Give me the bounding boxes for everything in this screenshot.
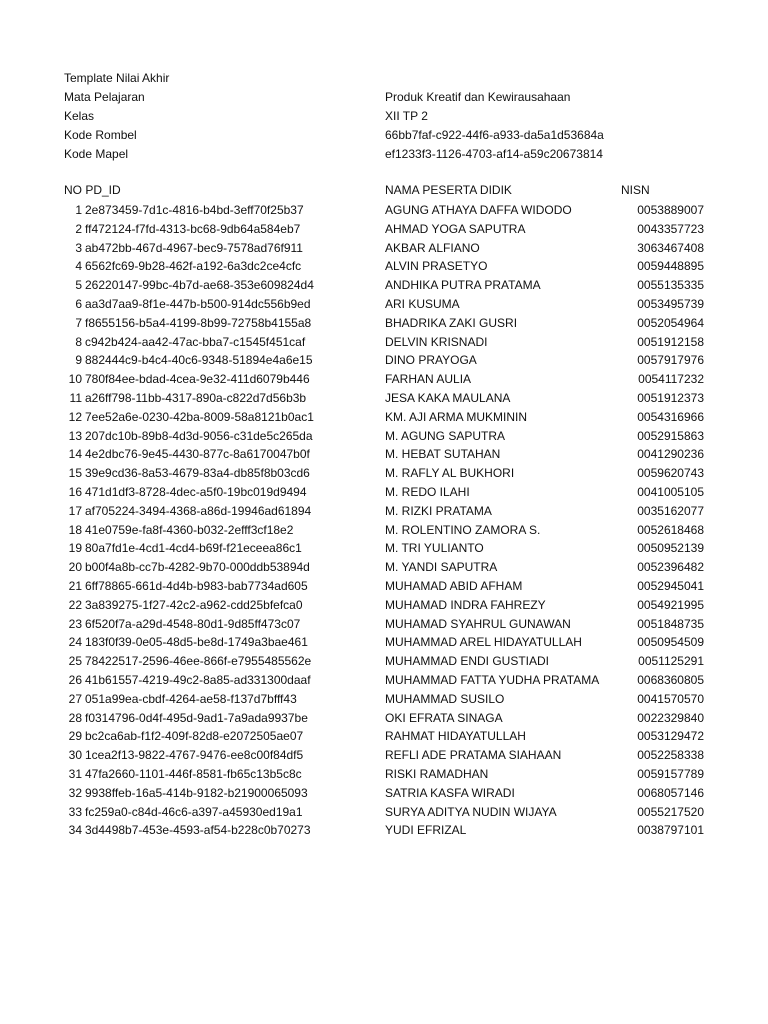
row-number: 15 — [68, 466, 82, 481]
row-number: 23 — [68, 616, 82, 631]
row-student-name: MUHAMMAD AREL HIDAYATULLAH — [385, 635, 582, 650]
row-number: 24 — [68, 635, 82, 650]
row-pd-id: 41e0759e-fa8f-4360-b032-2efff3cf18e2 — [85, 522, 294, 537]
row-nisn: 0053495739 — [637, 297, 704, 311]
field-label-mata-pelajaran: Mata Pelajaran — [64, 90, 145, 104]
row-pd-id: 47fa2660-1101-446f-8581-fb65c13b5c8c — [85, 767, 302, 781]
row-student-name: M. HEBAT SUTAHAN — [385, 447, 501, 462]
row-pd-id: 39e9cd36-8a53-4679-83a4-db85f8b03cd6 — [85, 466, 310, 481]
row-number: 32 — [68, 785, 82, 800]
row-nisn: 0052258338 — [637, 748, 704, 763]
row-student-name: FARHAN AULIA — [385, 372, 472, 387]
row-student-name: YUDI EFRIZAL — [385, 823, 467, 838]
row-student-name: SURYA ADITYA NUDIN WIJAYA — [385, 804, 557, 819]
row-nisn: 0054921995 — [637, 597, 704, 612]
row-student-name: REFLI ADE PRATAMA SIAHAAN — [385, 748, 562, 763]
row-pd-id: ff472124-f7fd-4313-bc68-9db64a584eb7 — [85, 221, 301, 236]
row-number: 26 — [68, 673, 82, 687]
row-student-name: MUHAMAD SYAHRUL GUNAWAN — [385, 616, 571, 631]
row-pd-id: b00f4a8b-cc7b-4282-9b70-000ddb53894d — [85, 560, 310, 575]
row-student-name: MUHAMMAD SUSILO — [385, 691, 505, 706]
column-header-name: NAMA PESERTA DIDIK — [385, 183, 512, 197]
row-pd-id: 41b61557-4219-49c2-8a85-ad331300daaf — [85, 673, 311, 687]
row-pd-id: 3d4498b7-453e-4593-af54-b228c0b70273 — [85, 823, 311, 838]
row-nisn: 0041290236 — [637, 447, 704, 462]
row-pd-id: c942b424-aa42-47ac-bba7-c1545f451caf — [85, 334, 306, 349]
row-number: 5 — [75, 278, 82, 293]
row-number: 33 — [68, 804, 82, 819]
row-pd-id: f0314796-0d4f-495d-9ad1-7a9ada9937be — [85, 710, 308, 725]
row-pd-id: ab472bb-467d-4967-bec9-7578ad76f911 — [85, 240, 303, 255]
row-pd-id: 6f520f7a-a29d-4548-80d1-9d85ff473c07 — [85, 616, 301, 631]
row-number: 3 — [75, 240, 82, 255]
row-student-name: AGUNG ATHAYA DAFFA WIDODO — [385, 203, 572, 217]
row-pd-id: 780f84ee-bdad-4cea-9e32-411d6079b446 — [85, 372, 310, 387]
row-pd-id: 2e873459-7d1c-4816-b4bd-3eff70f25b37 — [85, 203, 304, 217]
row-pd-id: 9938ffeb-16a5-414b-9182-b21900065093 — [85, 785, 308, 800]
row-student-name: ALVIN PRASETYO — [385, 259, 488, 274]
row-student-name: M. YANDI SAPUTRA — [385, 560, 498, 575]
row-number: 11 — [69, 391, 82, 405]
row-student-name: M. REDO ILAHI — [385, 485, 470, 499]
row-student-name: AHMAD YOGA SAPUTRA — [385, 221, 526, 236]
row-student-name: KM. AJI ARMA MUKMININ — [385, 409, 528, 424]
row-pd-id: bc2ca6ab-f1f2-409f-82d8-e2072505ae07 — [85, 729, 304, 744]
row-nisn: 0052396482 — [637, 560, 704, 575]
row-pd-id: 80a7fd1e-4cd1-4cd4-b69f-f21eceea86c1 — [85, 541, 302, 556]
row-student-name: BHADRIKA ZAKI GUSRI — [385, 315, 518, 330]
field-value-kode-rombel: 66bb7faf-c922-44f6-a933-da5a1d53684a — [385, 128, 604, 142]
row-pd-id: 78422517-2596-46ee-866f-e7955485562e — [85, 654, 312, 669]
row-nisn: 0059448895 — [637, 259, 704, 274]
row-nisn: 0068360805 — [637, 673, 704, 687]
row-pd-id: 6562fc69-9b28-462f-a192-6a3dc2ce4cfc — [85, 259, 302, 274]
row-nisn: 0052915863 — [637, 428, 704, 443]
row-nisn: 0050954509 — [637, 635, 704, 650]
field-label-kode-rombel: Kode Rombel — [64, 128, 137, 142]
row-number: 10 — [68, 372, 82, 387]
row-nisn: 0035162077 — [637, 503, 704, 518]
field-value-kode-mapel: ef1233f3-1126-4703-af14-a59c20673814 — [385, 147, 603, 161]
row-nisn: 0054316966 — [637, 409, 704, 424]
row-student-name: RISKI RAMADHAN — [385, 767, 489, 781]
row-number: 25 — [68, 654, 82, 669]
row-pd-id: 471d1df3-8728-4dec-a5f0-19bc019d9494 — [85, 485, 307, 499]
row-number: 17 — [68, 503, 82, 518]
row-pd-id: aa3d7aa9-8f1e-447b-b500-914dc556b9ed — [85, 297, 311, 311]
field-value-kelas: XII TP 2 — [385, 109, 428, 123]
row-number: 4 — [75, 259, 82, 274]
row-number: 29 — [68, 729, 82, 744]
row-student-name: AKBAR ALFIANO — [385, 240, 480, 255]
row-nisn: 0053889007 — [637, 203, 704, 217]
row-student-name: ANDHIKA PUTRA PRATAMA — [385, 278, 541, 293]
row-number: 34 — [68, 823, 82, 838]
document-title: Template Nilai Akhir — [64, 71, 170, 85]
row-pd-id: 6ff78865-661d-4d4b-b983-bab7734ad605 — [85, 579, 308, 593]
row-nisn: 0054117232 — [638, 372, 704, 387]
row-number: 28 — [68, 710, 82, 725]
row-nisn: 0068057146 — [637, 785, 704, 800]
row-student-name: M. RAFLY AL BUKHORI — [385, 466, 515, 481]
row-pd-id: fc259a0-c84d-46c6-a397-a45930ed19a1 — [85, 804, 303, 819]
row-pd-id: 1cea2f13-9822-4767-9476-ee8c00f84df5 — [85, 748, 304, 763]
row-student-name: ARI KUSUMA — [385, 297, 460, 311]
row-number: 7 — [75, 315, 82, 330]
row-nisn: 0051912158 — [637, 334, 704, 349]
row-student-name: MUHAMAD INDRA FAHREZY — [385, 597, 546, 612]
row-pd-id: 7ee52a6e-0230-42ba-8009-58a8121b0ac1 — [85, 409, 314, 424]
row-student-name: OKI EFRATA SINAGA — [385, 710, 503, 725]
row-number: 2 — [75, 221, 82, 236]
row-nisn: 0059620743 — [637, 466, 704, 481]
row-pd-id: 183f0f39-0e05-48d5-be8d-1749a3bae461 — [85, 635, 308, 650]
row-number: 14 — [68, 447, 82, 462]
row-number: 22 — [68, 597, 82, 612]
row-nisn: 0050952139 — [637, 541, 704, 556]
row-student-name: DELVIN KRISNADI — [385, 334, 488, 349]
row-nisn: 0041005105 — [637, 485, 704, 499]
row-number: 19 — [68, 541, 82, 556]
row-student-name: MUHAMMAD FATTA YUDHA PRATAMA — [385, 673, 600, 687]
row-pd-id: 882444c9-b4c4-40c6-9348-51894e4a6e15 — [85, 353, 313, 368]
column-header-nisn: NISN — [621, 183, 650, 197]
row-number: 31 — [68, 767, 82, 781]
row-nisn: 0051125291 — [638, 654, 704, 669]
row-student-name: MUHAMMAD ENDI GUSTIADI — [385, 654, 550, 669]
row-number: 13 — [68, 428, 82, 443]
row-nisn: 0052618468 — [637, 522, 704, 537]
row-number: 16 — [68, 485, 82, 499]
row-number: 9 — [75, 353, 82, 368]
row-student-name: M. AGUNG SAPUTRA — [385, 428, 506, 443]
row-nisn: 0038797101 — [637, 823, 704, 838]
field-value-mata-pelajaran: Produk Kreatif dan Kewirausahaan — [385, 90, 571, 104]
row-nisn: 0051912373 — [637, 391, 704, 405]
field-label-kelas: Kelas — [64, 109, 95, 123]
row-student-name: M. TRI YULIANTO — [385, 541, 484, 556]
row-nisn: 0051848735 — [637, 616, 704, 631]
row-nisn: 0043357723 — [637, 221, 704, 236]
row-number: 27 — [68, 691, 82, 706]
row-student-name: JESA KAKA MAULANA — [385, 391, 511, 405]
row-nisn: 0052054964 — [637, 315, 704, 330]
row-pd-id: 207dc10b-89b8-4d3d-9056-c31de5c265da — [85, 428, 313, 443]
row-student-name: M. ROLENTINO ZAMORA S. — [385, 522, 541, 537]
row-pd-id: 26220147-99bc-4b7d-ae68-353e609824d4 — [85, 278, 314, 293]
row-number: 8 — [75, 334, 82, 349]
row-nisn: 0055217520 — [637, 804, 704, 819]
row-pd-id: af705224-3494-4368-a86d-19946ad61894 — [85, 503, 312, 518]
row-student-name: MUHAMAD ABID AFHAM — [385, 579, 523, 593]
row-nisn: 0059157789 — [637, 767, 704, 781]
row-pd-id: f8655156-b5a4-4199-8b99-72758b4155a8 — [85, 315, 312, 330]
row-pd-id: a26ff798-11bb-4317-890a-c822d7d56b3b — [85, 391, 307, 405]
row-number: 18 — [68, 522, 82, 537]
row-pd-id: 3a839275-1f27-42c2-a962-cdd25bfefca0 — [85, 597, 303, 612]
row-nisn: 0057917976 — [637, 353, 704, 368]
row-number: 21 — [68, 579, 82, 593]
row-number: 6 — [75, 297, 82, 311]
row-student-name: M. RIZKI PRATAMA — [385, 503, 492, 518]
row-student-name: SATRIA KASFA WIRADI — [385, 785, 515, 800]
row-number: 20 — [68, 560, 82, 575]
row-nisn: 0053129472 — [637, 729, 704, 744]
row-number: 30 — [68, 748, 82, 763]
row-nisn: 0055135335 — [637, 278, 704, 293]
row-student-name: RAHMAT HIDAYATULLAH — [385, 729, 526, 744]
field-label-kode-mapel: Kode Mapel — [64, 147, 129, 161]
row-pd-id: 4e2dbc76-9e45-4430-877c-8a6170047b0f — [85, 447, 310, 462]
row-nisn: 0041570570 — [637, 691, 704, 706]
row-student-name: DINO PRAYOGA — [385, 353, 477, 368]
row-number: 12 — [68, 409, 82, 424]
row-nisn: 0022329840 — [637, 710, 704, 725]
column-header-no-pd-id: NO PD_ID — [64, 183, 121, 197]
row-pd-id: 051a99ea-cbdf-4264-ae58-f137d7bfff43 — [85, 691, 297, 706]
row-nisn: 3063467408 — [637, 240, 704, 255]
row-number: 1 — [75, 203, 82, 217]
row-nisn: 0052945041 — [637, 579, 704, 593]
